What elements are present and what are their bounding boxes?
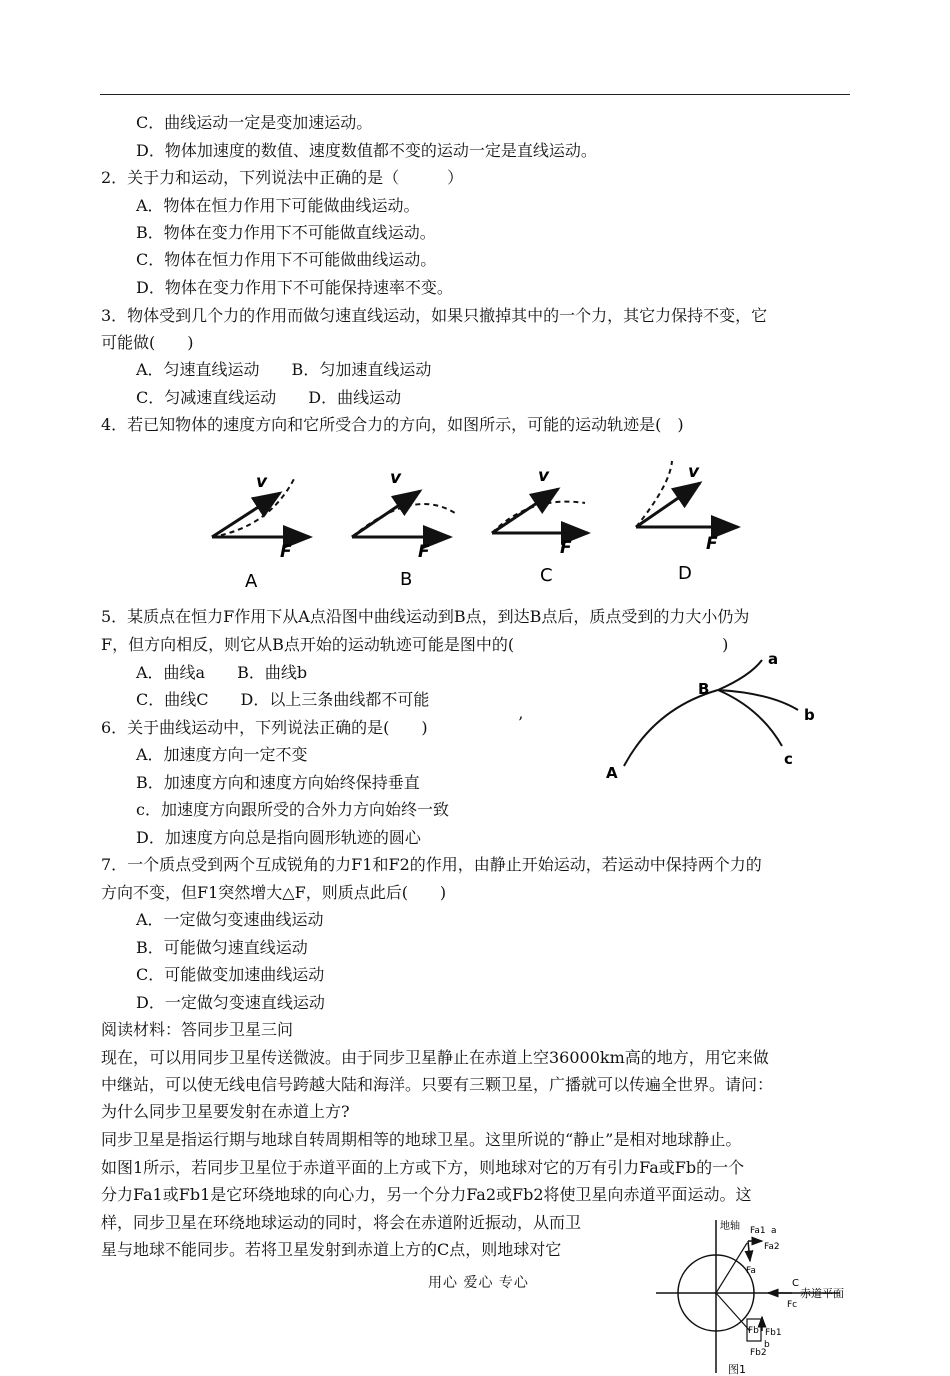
q4-d-caption: D [678,563,692,584]
q3-stem: 3．物体受到几个力的作用而做匀速直线运动，如果只撤掉其中的一个力，其它力保持不变，它 [101,306,768,325]
q2-option-a: A．物体在恒力作用下可能做曲线运动。 [136,196,420,215]
q7-option-b: B．可能做匀速直线运动 [136,938,308,957]
fig1-caption: 图1 [728,1363,746,1376]
q2-option-b: B．物体在变力作用下不可能做直线运动。 [136,223,436,242]
q5-curve-c-label: c [784,750,793,768]
q4-c-caption: C [540,565,553,586]
fig1-a-label: a [771,1226,777,1236]
q4-stem: 4．若已知物体的速度方向和它所受合力的方向，如图所示，可能的运动轨迹是( ) [101,415,684,434]
fig1-plane-label: 赤道平面 [800,1287,844,1300]
q5-point-a-label: A [606,764,618,782]
q5-curve-b-label: b [804,706,815,724]
figure-1-satellite-forces [650,1215,860,1376]
q4-a-caption: A [245,571,258,592]
reading-para-2-line-3: 分力Fa1或Fb1是它环绕地球的向心力，另一个分力Fa2或Fb2将使卫星向赤道平面运动。这 [101,1185,752,1204]
page-footer: 用心 爱心 专心 [428,1275,529,1291]
q4-c-v-label: v [538,466,550,486]
reading-para-2-line-4: 样，同步卫星在环绕地球运动的同时，将会在赤道附近振动，从而卫 [101,1213,582,1232]
q4-a-f-label: F [280,542,292,562]
fig1-b-label: b [764,1340,770,1350]
q7-option-a: A．一定做匀变速曲线运动 [136,910,324,929]
q6-option-d: D．加速度方向总是指向圆形轨迹的圆心 [136,828,421,847]
header-rule [100,94,850,95]
q6-option-b: B．加速度方向和速度方向始终保持垂直 [136,773,420,792]
q4-diagram-b [352,468,458,590]
fig1-fb2-label: Fb2 [750,1348,767,1358]
reading-para-1-line-3: 为什么同步卫星要发射在赤道上方? [101,1102,350,1121]
reading-para-1-line-1: 现在，可以用同步卫星传送微波。由于同步卫星静止在赤道上空36000km高的地方，用它来做 [101,1048,769,1067]
fig1-fc-label: Fc [787,1300,798,1310]
fig1-fa1-label: Fa1 [750,1226,766,1236]
q4-c-f-label: F [560,538,572,558]
q4-b-f-label: F [418,542,430,562]
q4-diagram-c [492,466,588,586]
q2-option-d: D．物体在变力作用下不可能保持速率不变。 [136,278,453,297]
q5-options-cd: C．曲线C D．以上三条曲线都不可能 [136,690,430,709]
reading-title: 阅读材料：答同步卫星三问 [101,1020,294,1039]
fig1-fb-label: Fb [748,1326,759,1336]
reading-para-2-line-2: 如图1所示，若同步卫星位于赤道平面的上方或下方，则地球对它的万有引力Fa或Fb的一个 [101,1158,745,1177]
q4-d-f-label: F [706,534,718,554]
reading-para-1-line-2: 中继站，可以使无线电信号跨越大陆和海洋。只要有三颗卫星，广播就可以传遍全世界。请问： [101,1075,774,1094]
q3-options-ab: A．匀速直线运动 B．匀加速直线运动 [136,360,432,379]
reading-para-2-line-5: 星与地球不能同步。若将卫星发射到赤道上方的C点，则地球对它 [101,1240,562,1259]
q4-trajectory-figure [200,455,760,595]
fig1-c-label: C [792,1278,799,1289]
q4-b-v-label: v [390,468,402,488]
q5-stem-cont: F，但方向相反，则它从B点开始的运动轨迹可能是图中的( ) [101,635,729,654]
q1-option-c: C．曲线运动一定是变加速运动。 [136,113,373,132]
stray-mark: ’ [518,713,524,732]
q7-option-c: C．可能做变加速曲线运动 [136,965,325,984]
q6-option-a: A．加速度方向一定不变 [136,745,308,764]
fig1-axis-label: 地轴 [720,1221,740,1232]
q4-b-caption: B [400,569,413,590]
q4-diagram-d [636,461,738,584]
q7-stem-cont: 方向不变，但F1突然增大△F，则质点此后( ) [101,883,447,902]
fig1-fa2-label: Fa2 [764,1242,780,1252]
q4-a-v-label: v [256,472,268,492]
reading-para-2-line-1: 同步卫星是指运行期与地球自转周期相等的地球卫星。这里所说的“静止”是相对地球静止。 [101,1130,742,1149]
q5-curve-a-label: a [768,650,779,668]
q4-diagram-a [212,472,310,592]
fig1-fa-label: Fa [746,1266,756,1276]
q5-stem: 5．某质点在恒力F作用下从A点沿图中曲线运动到B点，到达B点后，质点受到的力大小仍为 [101,607,750,626]
q4-d-v-label: v [688,462,700,482]
fig1-fb1-label: Fb1 [765,1328,782,1338]
q6-option-c: c．加速度方向跟所受的合外力方向始终一致 [136,800,449,819]
q6-stem: 6．关于曲线运动中，下列说法正确的是( ) [101,718,428,737]
q5-point-b-label: B [698,680,710,698]
q7-option-d: D．一定做匀变速直线运动 [136,993,325,1012]
q7-stem: 7．一个质点受到两个互成锐角的力F1和F2的作用，由静止开始运动，若运动中保持两个力的 [101,855,762,874]
q3-stem-cont: 可能做( ) [101,333,194,352]
q3-options-cd: C．匀减速直线运动 D．曲线运动 [136,388,402,407]
q2-stem: 2．关于力和运动，下列说法中正确的是（ ） [101,168,464,187]
q5-curve-figure [600,648,840,783]
q5-options-ab: A．曲线a B．曲线b [136,663,308,682]
q1-option-d: D．物体加速度的数值、速度数值都不变的运动一定是直线运动。 [136,141,597,160]
q2-option-c: C．物体在恒力作用下不可能做曲线运动。 [136,250,437,269]
